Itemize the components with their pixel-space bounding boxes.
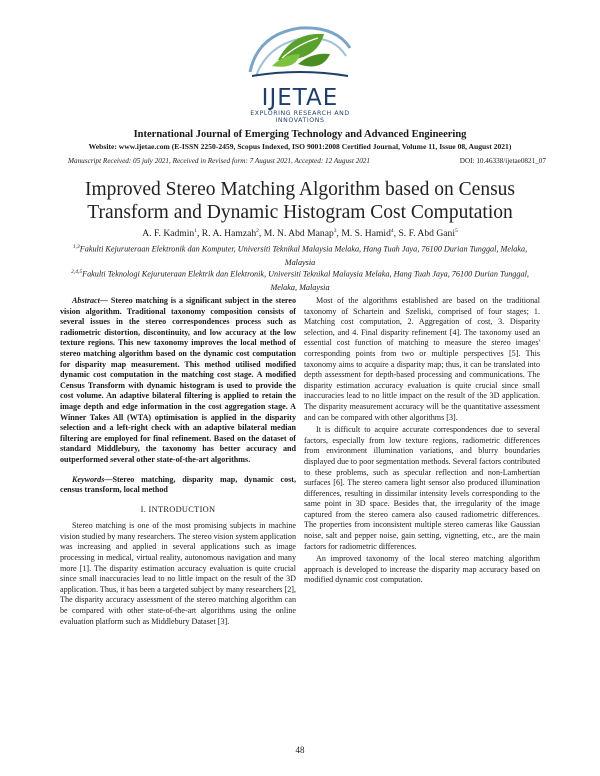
title-line-2: Transform and Dynamic Histogram Cost Computation <box>87 202 513 223</box>
body-paragraph: Most of the algorithms established are based on the traditional taxonomy of Schartein and Szeliski, comprised of four stages; 1. Matching cost computation, 2. Aggregation of cost, 3. Disparity selection, and 4. Final disparity refinement [4]. The taxonomy used an essential cost function of matching to measure the stereo images' corresponding points from two or multiple perspectives [5]. This taxonomy aims to acquire a disparity map; thus, it can be translated into depth assessment for depth-based processing and communications. The disparity estimation accuracy evaluation is quite crucial since small inaccuracies lead to no little impact on the result of the 3D application. The disparity measurement accuracy will be the quantitative assessment and can be compared with other algorithms [3]. <box>304 296 540 422</box>
journal-logo <box>238 14 362 124</box>
author: M. S. Hamid$^4$ <box>341 228 394 240</box>
keywords: Keywords—Stereo matching, disparity map, dynamic cost, census transform, local method <box>60 474 296 495</box>
intro-paragraph: Stereo matching is one of the most promising subjects in machine vision studied by many researchers. The stereo vision system application was increasing and applied in several applications such as image processing in medical, virtual reality, autonomous navigation and many more [1]. The disparity estimation accuracy evaluation is quite crucial since small inaccuracies lead to no little impact on the result of the 3D application. Thus, it has been a targeted subject by many researchers [2], The disparity accuracy assessment of the stereo matching algorithm can be compared with other state-of-the-art algorithms using the online evaluation platform such as Middlebury Dataset [3]. <box>60 521 296 626</box>
body-paragraph: An improved taxonomy of the local stereo matching algorithm approach is developed to increase the disparity map accuracy based on modified dynamic cost computation. <box>304 554 540 585</box>
body-paragraph: It is difficult to acquire accurate correspondences due to several factors, especially from low texture regions, radiometric differences from environment illumination variations, and blurry boundaries displayed due to poor segmentation methods. Several factors contributed to these problems, such as specular reflection and non-Lambertian surfaces [6]. The stereo camera light sensor also produced illumination differences, resulting in dissimilar intensity levels corresponding to the same point in 3D space. Besides that, the irregularity of the image captured from the stereo camera also caused radiometric differences. The properties from inconsistent multiple stereo cameras like Gaussian noise, salt and pepper noise, gain setting, vignetting, etc., are the main factors for radiometric differences. <box>304 425 540 551</box>
logo-wordmark: IJETAE <box>261 85 339 111</box>
title-line-1: Improved Stereo Matching Algorithm based on Census <box>84 179 516 200</box>
abstract: Abstract— Stereo matching is a significant subject in the stereo vision algorithm. Traditional taxonomy composition consists of several issues in the stereo correspondences process such as radiometric distortion, discontinuity, and low accuracy at the low texture regions. This new taxonomy improves the local method of stereo matching algorithm based on the dynamic cost computation for disparity map measurement. This method utilised modified dynamic cost computation in the matching cost stage. A modified Census Transform with dynamic histogram is used to provide the cost volume. An adaptive bilateral filtering is applied to retain the image depth and edge information in the cost aggregation stage. A Winner Takes All (WTA) optimisation is applied in the disparity selection and a left-right check with an adaptive bilateral median filtering are employed for final refinement. Based on the dataset of standard Middlebury, the taxonomy has better accuracy and outperformed several other state-of-the-art algorithms. <box>60 296 296 464</box>
affiliation-1: $^{1,3}$Fakulti Kejuruteraan Elektronik dan Komputer, Universiti Teknikal Malaysia Melaka, Hang Tuah Jaya, 76100 Durian Tunggal, Melaka, Malaysia <box>72 244 528 267</box>
paper-title <box>40 178 560 224</box>
journal-info: Website: www.ijetae.com (E-ISSN 2250-2459, Scopus Indexed, ISO 9001:2008 Certified Journal, Volume 11, Issue 08, August 2021) <box>88 142 512 151</box>
author: M. N. Abd Manap$^3$ <box>263 228 337 240</box>
left-column <box>60 296 296 627</box>
section-heading: I. INTRODUCTION <box>140 504 216 514</box>
author: R. A. Hamzah$^2$ <box>201 228 259 240</box>
page-number: 48 <box>295 745 305 755</box>
author: A. F. Kadmin$^1$ <box>142 228 197 240</box>
affiliation-2: $^{2,4,5}$Fakulti Teknologi Kejuruteraan Elektrik dan Elektronik, Universiti Teknikal Malaysia Melaka, Hang Tuah Jaya, 76100 Durian Tunggal, Melaka, Malaysia <box>71 269 529 292</box>
author: S. F. Abd Gani$^5$ <box>398 228 458 240</box>
journal-name: International Journal of Emerging Technology and Advanced Engineering <box>133 129 467 140</box>
logo-tagline: EXPLORING RESEARCH AND INNOVATIONS <box>250 110 350 124</box>
author-list: A. F. Kadmin$^1$, R. A. Hamzah$^2$, M. N. Abd Manap$^3$, M. S. Hamid$^4$, S. F. Abd Gani$^5$ <box>142 228 458 240</box>
doi: DOI: 10.46338/ijetae0821_07 <box>459 157 546 165</box>
manuscript-dates: Manuscript Received: 05 july 2021, Received in Revised form: 7 August 2021, Accepted: 12 August 2021 <box>68 157 370 165</box>
leaf-emblem-icon <box>238 14 362 96</box>
right-column <box>304 296 540 586</box>
